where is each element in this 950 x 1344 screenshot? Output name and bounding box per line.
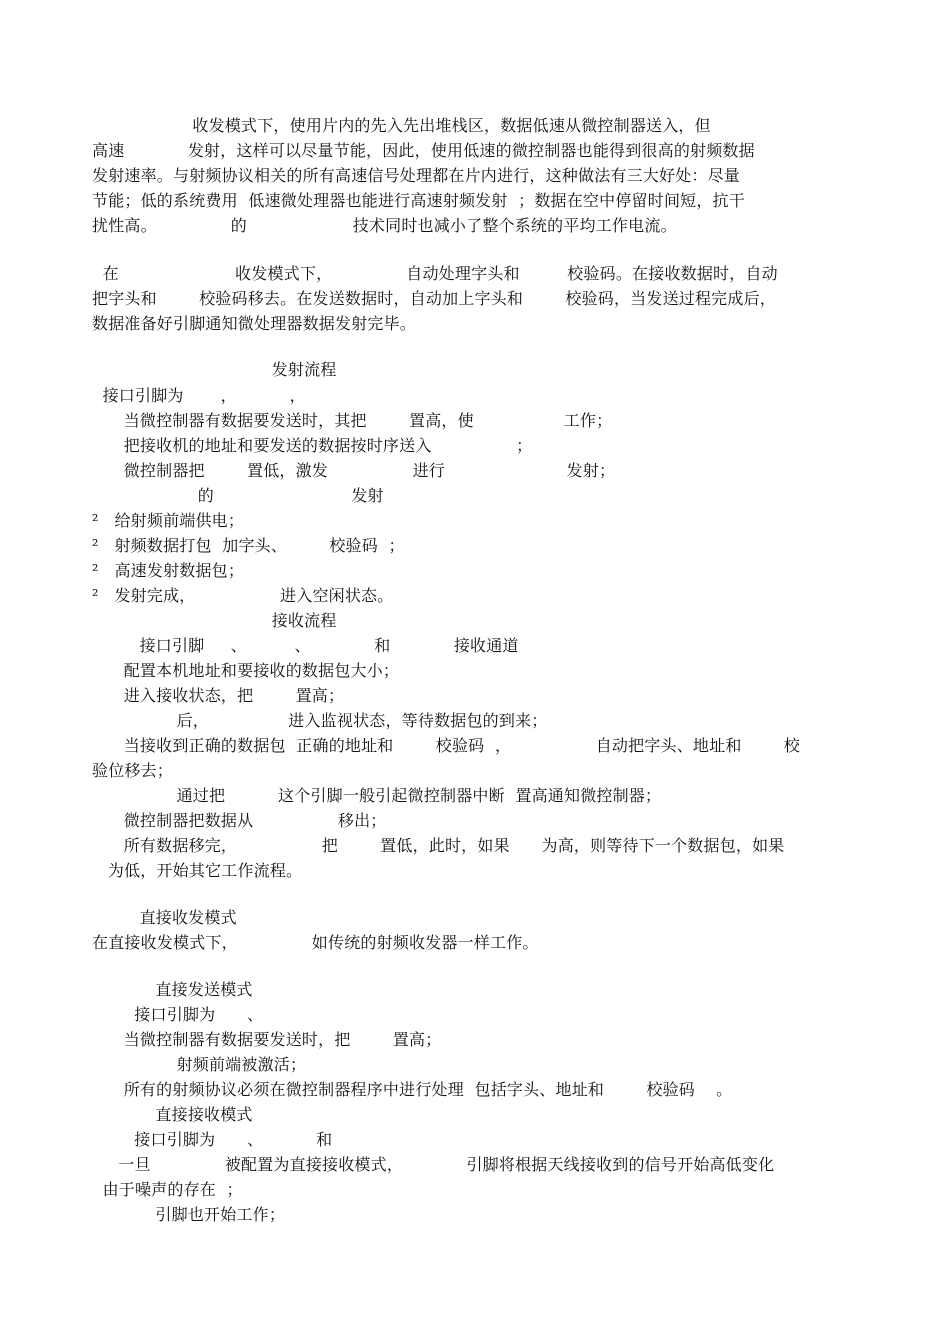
direct-transmit-line-1: 接口引脚为 、 xyxy=(92,1005,264,1024)
receive-line-10: 为低，开始其它工作流程。 xyxy=(92,861,303,880)
transmit-bullet-3: ² 高速发射数据包； xyxy=(92,561,245,580)
receive-line-4: 后， 进入监视状态，等待数据包的到来； xyxy=(92,711,548,730)
receive-line-5: 当接收到正确的数据包 正确的地址和 校验码 ， 自动把字头、地址和 校 xyxy=(92,736,801,755)
direct-transmit-line-4: 所有的射频协议必须在微控制器程序中进行处理 包括字头、地址和 校验码 。 xyxy=(92,1080,733,1099)
transmit-line-2: 当微控制器有数据要发送时，其把 置高，使 工作； xyxy=(92,411,613,430)
heading-receive-flow: 接收流程 xyxy=(92,611,337,630)
direct-receive-line-3: 由于噪声的存在 ； xyxy=(92,1180,243,1199)
transmit-line-5: 的 发射 xyxy=(92,486,384,505)
receive-line-7: 通过把 这个引脚一般引起微控制器中断 置高通知微控制器； xyxy=(92,786,662,805)
paragraph-2-line-1: 在 收发模式下， 自动处理字头和 校验码。在接收数据时，自动 xyxy=(92,264,778,283)
heading-direct-mode: 直接收发模式 xyxy=(92,908,237,927)
direct-receive-line-1: 接口引脚为 、 和 xyxy=(92,1130,333,1149)
heading-direct-receive: 直接接收模式 xyxy=(92,1105,253,1124)
receive-line-6: 验位移去； xyxy=(92,761,174,780)
heading-direct-transmit: 直接发送模式 xyxy=(92,980,253,999)
receive-line-3: 进入接收状态，把 置高； xyxy=(92,686,345,705)
paragraph-1-line-5: 扰性高。 的 技术同时也减小了整个系统的平均工作电流。 xyxy=(92,216,677,235)
transmit-bullet-4: ² 发射完成， 进入空闲状态。 xyxy=(92,586,394,605)
receive-line-9: 所有数据移完， 把 置低，此时，如果 为高，则等待下一个数据包，如果 xyxy=(92,836,785,855)
direct-transmit-line-3: 射频前端被激活； xyxy=(92,1055,307,1074)
transmit-line-1: 接口引脚为 ， ， xyxy=(92,386,306,405)
paragraph-1-line-1: 收发模式下，使用片内的先入先出堆栈区，数据低速从微控制器送入，但 xyxy=(92,116,711,135)
direct-receive-line-4: 引脚也开始工作； xyxy=(92,1205,286,1224)
paragraph-2-line-2: 把字头和 校验码移去。在发送数据时，自动加上字头和 校验码，当发送过程完成后， xyxy=(92,289,776,308)
transmit-bullet-2: ² 射频数据打包 加字头、 校验码 ； xyxy=(92,536,405,555)
paragraph-1-line-3: 发射速率。与射频协议相关的所有高速信号处理都在片内进行，这种做法有三大好处：尽量 xyxy=(92,166,741,185)
heading-transmit-flow: 发射流程 xyxy=(92,360,337,379)
receive-line-8: 微控制器把数据从 移出； xyxy=(92,811,387,830)
transmit-line-4: 微控制器把 置低，激发 进行 发射； xyxy=(92,461,616,480)
paragraph-2-line-3: 数据准备好引脚通知微处理器数据发射完毕。 xyxy=(92,314,417,333)
direct-mode-line-1: 在直接收发模式下， 如传统的射频收发器一样工作。 xyxy=(92,933,539,952)
receive-line-1: 接口引脚 、 、 和 接收通道 xyxy=(92,636,519,655)
paragraph-1-line-2: 高速 发射，这样可以尽量节能，因此，使用低速的微控制器也能得到很高的射频数据 xyxy=(92,141,755,160)
transmit-bullet-1: ² 给射频前端供电； xyxy=(92,511,245,530)
receive-line-2: 配置本机地址和要接收的数据包大小； xyxy=(92,661,400,680)
direct-receive-line-2: 一旦 被配置为直接接收模式， 引脚将根据天线接收到的信号开始高低变化 xyxy=(92,1155,775,1174)
direct-transmit-line-2: 当微控制器有数据要发送时，把 置高； xyxy=(92,1030,442,1049)
transmit-line-3: 把接收机的地址和要发送的数据按时序送入 ； xyxy=(92,436,533,455)
paragraph-1-line-4: 节能；低的系统费用 低速微处理器也能进行高速射频发射 ；数据在空中停留时间短，抗干 xyxy=(92,191,745,210)
